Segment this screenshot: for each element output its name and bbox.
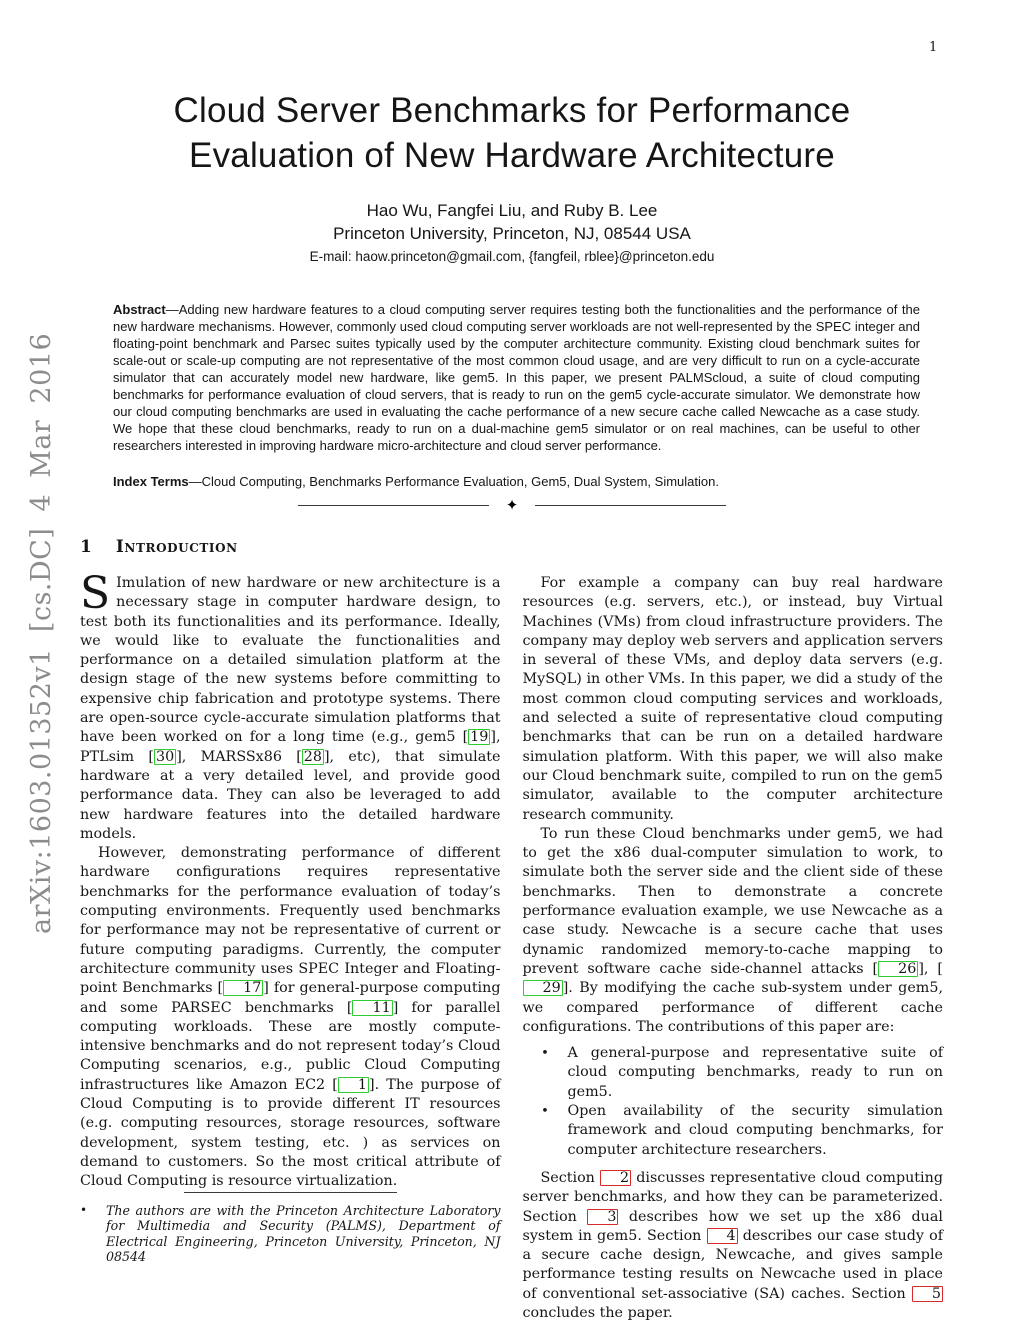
affiliation: Princeton University, Princeton, NJ, 08544 USA	[333, 224, 691, 243]
list-item	[523, 1102, 944, 1160]
section-ref-link[interactable]: 4	[707, 1228, 738, 1244]
citation-link[interactable]: 28	[303, 748, 322, 765]
paper-header	[0, 88, 1024, 266]
section-heading-introduction	[80, 537, 501, 557]
dropcap: S	[80, 568, 111, 619]
right-paragraph-3: Section 2 discusses representative cloud computing server benchmarks, and how they can be parameterized. Section 3 describes how we set up the x86 dual system in gem5. Section 4 describes our case study of a secure cache design, Newcache, and gives sample performance testing results on Newcache used in place of conventional set-associative (SA) caches. Section 5 concludes the paper.	[522, 1169, 943, 1321]
section-ref-link[interactable]: 5	[912, 1286, 943, 1302]
right-column	[522, 537, 944, 1321]
citation-link[interactable]: 11	[352, 1000, 392, 1016]
section-ref-link[interactable]: 2	[600, 1170, 631, 1186]
page-number: 1	[929, 40, 938, 55]
footnote-rule	[184, 1192, 397, 1193]
list-item-text: A general-purpose and representative suite of cloud computing benchmarks, ready to run on gem5.	[567, 1045, 943, 1100]
arxiv-watermark: arXiv:1603.01352v1 [cs.DC] 4 Mar 2016	[26, 332, 57, 934]
abstract-text: —Adding new hardware features to a cloud computing server requires testing both the functionalities and the performance of the new hardware mechanisms. However, commonly used cloud computing server workloads are not well-represented by the SPEC integer and floating-point benchmark and Parsec suites typically used by the computer architecture community. Existing cloud benchmark suites for scale-out or scale-up computing are not representative of the most common cloud usage, and are very difficult to run on a cycle-accurate simulator that can accurately model new hardware, like gem5. In this paper, we present PALMScloud, a suite of cloud computing benchmarks for performance evaluation of cloud servers, that is ready to run on the gem5 cycle-accurate simulator. We demonstrate how our cloud computing benchmarks are used in evaluating the cache performance of a new secure cache called Newcache as a case study. We hope that these cloud benchmarks, ready to run on a dual-machine gem5 simulator or on real machines, can be useful to other researchers interested in improving hardware micro-architecture and cloud server performance.	[113, 302, 920, 453]
citation-link[interactable]: 26	[878, 961, 918, 977]
section-number: 1	[80, 537, 92, 557]
section-ref-link[interactable]: 3	[587, 1209, 618, 1225]
divider-rule-right	[535, 505, 726, 506]
paper-body	[80, 537, 943, 1321]
left-column	[80, 537, 501, 1265]
citation-link[interactable]: 19	[470, 729, 489, 746]
intro-paragraph-1-text: Imulation of new hardware or new architecture is a necessary stage in computer hardware design, to test both its functionalities and its performance. Ideally, we would like to evaluate the functionalities and performance on a detailed simulation platform at the design stage of the new systems before committing to expensive chip fabrication and prototype systems. There are open-source cycle-accurate simulation platforms that have been worked on for a long time (e.g., gem5 [ 19 ], PTLsim [ 30 ], MARSSx86 [ 28 ], etc), that simulate hardware at a very detailed level, and provide good performance data. They can also be leveraged to add new hardware features into the detailed hardware models.	[80, 575, 501, 842]
section-title: Introduction	[115, 537, 238, 557]
bullet-icon: •	[541, 1104, 549, 1120]
footnote-bullet-icon: •	[80, 1202, 88, 1217]
authors: Hao Wu, Fangfei Liu, and Ruby B. Lee	[366, 201, 658, 220]
footnote-text: The authors are with the Princeton Architecture Laboratory for Multimedia and Security (PALMS), Department of Electrical Engineering, Princeton University, Princeton, NJ 08544	[106, 1202, 501, 1265]
author-footnote	[80, 1192, 501, 1265]
list-item	[523, 1044, 944, 1102]
citation-link[interactable]: 30	[155, 748, 175, 765]
divider-rule-left	[298, 505, 489, 506]
citation-link[interactable]: 1	[338, 1077, 369, 1093]
index-terms	[113, 473, 920, 490]
email-line: E-mail: haow.princeton@gmail.com, {fangfeil, rblee}@princeton.edu	[309, 249, 715, 264]
paper-title	[0, 88, 1024, 178]
bullet-icon: •	[541, 1046, 549, 1062]
index-terms-text: —Cloud Computing, Benchmarks Performance Evaluation, Gem5, Dual System, Simulation.	[188, 474, 719, 489]
contribution-list	[523, 1044, 944, 1160]
index-terms-label: Index Terms	[113, 474, 189, 489]
citation-link[interactable]: 17	[223, 980, 263, 996]
section-divider	[0, 498, 1024, 513]
list-item-text: Open availability of the security simulation framework and cloud computing benchmarks, for computer architecture researchers.	[567, 1103, 943, 1158]
abstract	[113, 301, 920, 454]
abstract-label: Abstract	[113, 302, 166, 317]
paper-title-line2: Evaluation of New Hardware Architecture	[189, 136, 835, 175]
right-paragraph-1: For example a company can buy real hardware resources (e.g. servers, etc.), or instead, buy Virtual Machines (VMs) from cloud infrastructure providers. The company may deploy web servers and application servers in several of these VMs, and deploy data servers (e.g. MySQL) in other VMs. In this paper, we did a study of the most common cloud computing services and workloads, and selected a suite of representative cloud computing benchmarks that can be run on a detailed hardware simulation platform. With this paper, we will also make our Cloud benchmark suite, compiled to run on the gem5 simulator, available to the computer architecture research community.	[522, 575, 943, 823]
intro-paragraph-2: However, demonstrating performance of different hardware configurations requires representative benchmarks for the performance evaluation of today’s computing environments. Frequently used benchmarks for performance may not be representative of current or future computing paradigms. Currently, the computer architecture community uses SPEC Integer and Floating-point Benchmarks [ 17 ] for general-purpose computing and some PARSEC benchmarks [ 11 ] for parallel computing workloads. These are mostly compute-intensive benchmarks and do not represent today’s Cloud Computing scenarios, e.g., public Cloud Computing infrastructures like Amazon EC2 [ 1 ]. The purpose of Cloud Computing is to provide different IT resources (e.g. computing resources, storage resources, software development, system testing, etc. ) as services on demand to customers. So the most critical attribute of Cloud Computing is resource virtualization.	[80, 845, 501, 1190]
diamond-icon: ✦	[505, 496, 519, 514]
intro-paragraph-1	[80, 568, 501, 844]
citation-link[interactable]: 29	[523, 980, 563, 996]
right-paragraph-2: To run these Cloud benchmarks under gem5, we had to get the x86 dual-computer simulation to work, to simulate both the server side and the client side of these benchmarks. Then to demonstrate a concrete performance evaluation example, we use Newcache as a case study. Newcache is a secure cache that uses dynamic randomized memory-to-cache mapping to prevent software cache side-channel attacks [ 26 ], [29 ]. By modifying the cache sub-system under gem5, we compared performance of different cache configurations. The contributions of this paper are:	[522, 825, 943, 1035]
paper-title-line1: Cloud Server Benchmarks for Performance	[173, 91, 851, 130]
